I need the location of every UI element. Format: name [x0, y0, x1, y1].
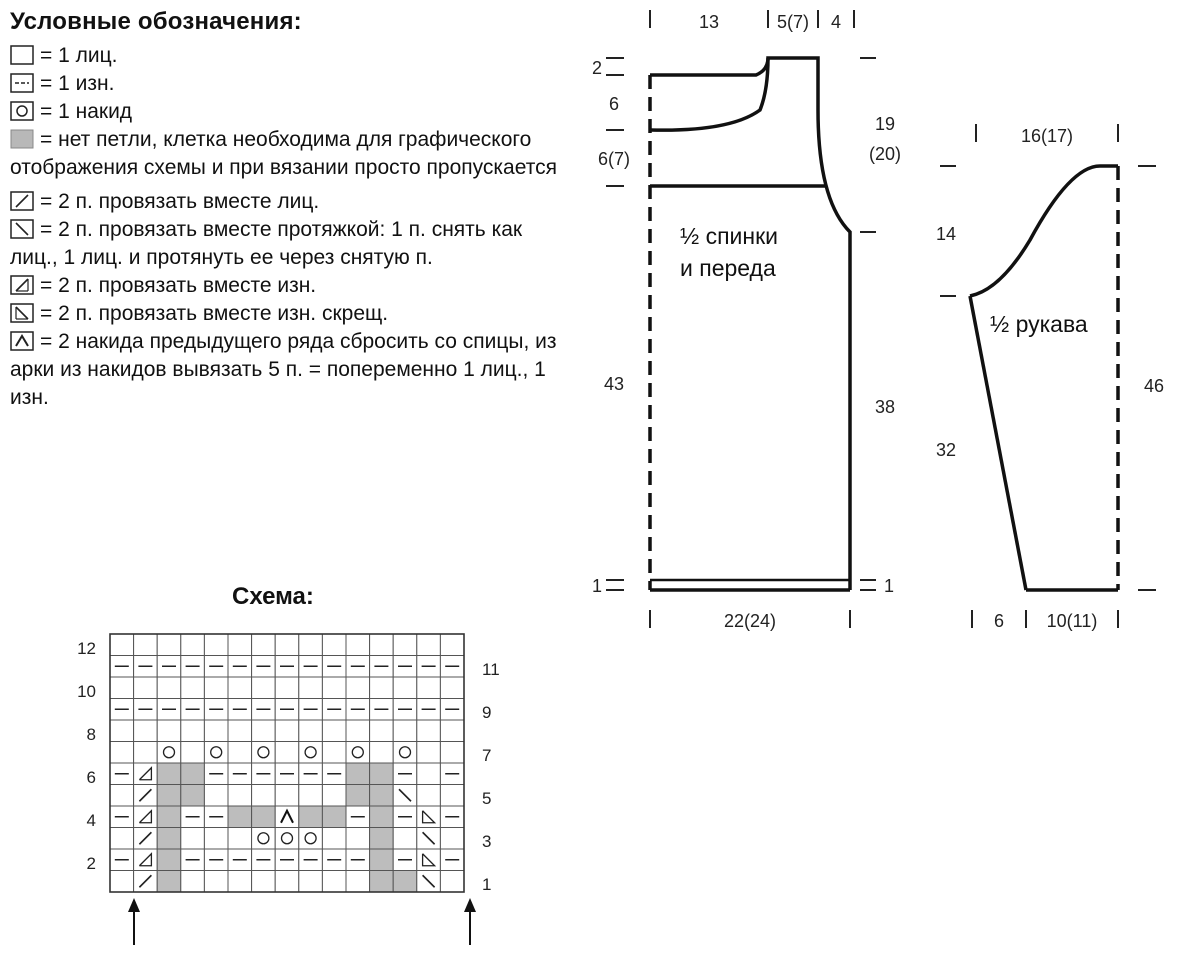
top-dimension-ticks: [650, 10, 854, 28]
chart-cell: [417, 720, 441, 742]
chart-cell: [322, 677, 346, 699]
chart-cell: [204, 785, 228, 807]
height-hem-right-label: 1: [884, 576, 895, 596]
chart-cell: [157, 720, 181, 742]
chart-cell: [299, 785, 323, 807]
chart-cell: [110, 720, 134, 742]
chart-cell: [370, 785, 394, 807]
chart-cell: [110, 742, 134, 764]
chart-cell: [370, 720, 394, 742]
chart-cell: [370, 828, 394, 850]
height-side-label: 38: [874, 397, 896, 417]
height-armhole-label: 19: [874, 114, 896, 134]
chart-cell: [157, 806, 181, 828]
chart-cell: [157, 634, 181, 656]
no-stitch-icon: [10, 128, 34, 150]
repeat-arrow-right-icon: [464, 898, 476, 945]
chart-cell: [370, 806, 394, 828]
chart-cell: [440, 634, 464, 656]
drop-yo-arch-icon: [10, 330, 34, 352]
chart-cell: [370, 763, 394, 785]
height-front-neck-label: 6(7): [597, 149, 631, 169]
chart-cell: [228, 871, 252, 893]
k2tog-icon: [10, 190, 34, 212]
chart-cell: [157, 742, 181, 764]
chart-cell: [181, 742, 205, 764]
repeat-arrow-left-icon: [128, 898, 140, 945]
ssk-icon: [10, 218, 34, 240]
sleeve-cap-height-label: 14: [935, 224, 957, 244]
chart-cell: [440, 742, 464, 764]
chart-cell: [417, 677, 441, 699]
chart-cell: [252, 677, 276, 699]
chart-cell: [346, 785, 370, 807]
chart-cell: [417, 785, 441, 807]
chart-cell: [134, 720, 158, 742]
chart-cell: [204, 742, 228, 764]
row-number-9: 9: [482, 703, 492, 722]
legend-title: Условные обозначения:: [10, 8, 302, 35]
left-row-numbers: [77, 639, 96, 873]
chart-cell: [440, 871, 464, 893]
right-row-numbers: [482, 660, 500, 894]
yarn-over-icon: [10, 100, 34, 122]
chart-cell: [299, 871, 323, 893]
width-body-label: 22(24): [723, 611, 777, 631]
chart-cell: [322, 871, 346, 893]
legend-item-ssk: [10, 216, 570, 272]
chart-cell: [346, 742, 370, 764]
chart-cell: [370, 871, 394, 893]
chart-cell: [393, 871, 417, 893]
chart-cell: [252, 828, 276, 850]
chart-cell: [157, 871, 181, 893]
chart-cell: [370, 849, 394, 871]
chart-cell: [275, 785, 299, 807]
chart-cell: [299, 677, 323, 699]
body-label-line1: ½ спинки: [680, 223, 778, 249]
chart-cell: [440, 785, 464, 807]
chart-cell: [157, 828, 181, 850]
chart-cell: [346, 720, 370, 742]
chart-cell: [322, 720, 346, 742]
chart-cell: [393, 720, 417, 742]
legend-item-p2tog: [10, 272, 570, 300]
legend-item-k2tog: [10, 188, 570, 216]
chart-cell: [322, 828, 346, 850]
chart-cell: [275, 677, 299, 699]
chart-cell: [322, 806, 346, 828]
chart-cell: [370, 742, 394, 764]
chart-cell: [204, 634, 228, 656]
sleeve-label: ½ рукава: [990, 311, 1088, 337]
chart-cell: [417, 634, 441, 656]
legend-item-purl: [10, 70, 570, 98]
sleeve-outline: [970, 166, 1118, 590]
chart-cell: [393, 742, 417, 764]
chart-cell: [275, 871, 299, 893]
chart-cell: [228, 677, 252, 699]
legend-text-ssk: = 2 п. провязать вместе протяжкой: 1 п. снять как лиц., 1 лиц. и протянуть ее через снятую п.: [10, 218, 523, 269]
chart-cell: [228, 785, 252, 807]
chart-cell: [134, 634, 158, 656]
chart-cell: [204, 720, 228, 742]
left-dimension-ticks: [603, 58, 625, 590]
chart-cell: [181, 785, 205, 807]
chart-cell: [228, 806, 252, 828]
chart-cell: [440, 720, 464, 742]
legend-text-p2tog-tbl: = 2 п. провязать вместе изн. скрещ.: [40, 302, 389, 325]
purl-stitch-icon: [10, 72, 34, 94]
row-number-10: 10: [77, 682, 96, 701]
chart-cell: [417, 742, 441, 764]
legend-text-knit: = 1 лиц.: [40, 44, 118, 67]
stitch-grid: [110, 634, 464, 892]
legend-item-drop-yo: [10, 328, 570, 412]
chart-cell: [134, 742, 158, 764]
chart-cell: [110, 785, 134, 807]
chart-cell: [157, 849, 181, 871]
chart-cell: [322, 634, 346, 656]
chart-cell: [299, 742, 323, 764]
legend-item-knit: [10, 42, 570, 70]
chart-cell: [110, 634, 134, 656]
legend-item-p2tog-tbl: [10, 300, 570, 328]
chart-cell: [275, 720, 299, 742]
chart-cell: [252, 785, 276, 807]
chart-cell: [346, 871, 370, 893]
sleeve-length-label: 32: [935, 440, 957, 460]
chart-cell: [181, 677, 205, 699]
chart-cell: [346, 763, 370, 785]
chart-cell: [322, 742, 346, 764]
sleeve-schematic: [880, 0, 1200, 640]
chart-cell: [393, 677, 417, 699]
chart-cell: [181, 763, 205, 785]
chart-cell: [346, 634, 370, 656]
chart-cell: [228, 720, 252, 742]
sleeve-total-height-label: 46: [1143, 376, 1165, 396]
height-back-neck-label: 6: [608, 94, 620, 114]
row-number-7: 7: [482, 746, 492, 765]
chart-cell: [204, 828, 228, 850]
row-number-1: 1: [482, 875, 492, 894]
legend-text-k2tog: = 2 п. провязать вместе лиц.: [40, 190, 320, 213]
right-dimension-ticks: [860, 58, 876, 590]
p2tog-icon: [10, 274, 34, 296]
legend-text-yarn-over: = 1 накид: [40, 100, 133, 123]
height-armhole-alt-label: (20): [868, 144, 902, 164]
chart-cell: [252, 742, 276, 764]
chart-cell: [228, 828, 252, 850]
knit-stitch-icon: [10, 44, 34, 66]
chart-cell: [275, 828, 299, 850]
chart-cell: [134, 677, 158, 699]
row-number-12: 12: [77, 639, 96, 658]
height-hem-left-label: 1: [591, 576, 602, 596]
sleeve-top-width-label: 16(17): [1020, 126, 1074, 146]
chart-cell: [370, 677, 394, 699]
row-number-6: 6: [86, 768, 96, 787]
chart-cell: [299, 720, 323, 742]
chart-cell: [228, 634, 252, 656]
chart-cell: [393, 828, 417, 850]
chart-cell: [440, 677, 464, 699]
p2tog-tbl-icon: [10, 302, 34, 324]
chart-cell: [346, 828, 370, 850]
legend: [10, 8, 570, 412]
height-shoulder-slope-label: 2: [591, 58, 602, 78]
chart-cell: [228, 742, 252, 764]
chart-cell: [157, 785, 181, 807]
legend-item-no-stitch: [10, 126, 570, 182]
row-number-11: 11: [482, 660, 500, 679]
row-number-3: 3: [482, 832, 492, 851]
chart-cell: [110, 828, 134, 850]
chart-cell: [370, 634, 394, 656]
body-outline: [650, 58, 850, 590]
chart-cell: [299, 828, 323, 850]
chart-cell: [440, 828, 464, 850]
chart-cell: [181, 871, 205, 893]
chart-cell: [157, 763, 181, 785]
chart-cell: [252, 871, 276, 893]
row-number-4: 4: [86, 811, 96, 830]
chart-cell: [252, 720, 276, 742]
legend-text-purl: = 1 изн.: [40, 72, 115, 95]
body-label-line2: и переда: [680, 255, 776, 281]
row-number-2: 2: [86, 854, 96, 873]
height-body-left-label: 43: [603, 374, 625, 394]
chart-cell: [346, 677, 370, 699]
chart-cell: [157, 677, 181, 699]
chart-cell: [204, 677, 228, 699]
chart-cell: [181, 828, 205, 850]
row-number-5: 5: [482, 789, 492, 808]
chart-cell: [110, 677, 134, 699]
chart-cell: [181, 634, 205, 656]
body-schematic: [580, 0, 902, 640]
row-number-8: 8: [86, 725, 96, 744]
legend-text-drop-yo: = 2 накида предыдущего ряда сбросить со спицы, из арки из накидов вывязать 5 п. = попеременно 1 лиц., 1 изн.: [10, 330, 557, 409]
sleeve-cuff-width-label: 10(11): [1046, 611, 1098, 631]
chart-cell: [417, 763, 441, 785]
width-armhole-label: 4: [830, 12, 842, 32]
width-neck-label: 13: [698, 12, 720, 32]
chart-cell: [322, 785, 346, 807]
legend-text-no-stitch: = нет петли, клетка необходима для графического отображения схемы и при вязании просто пропускается: [10, 128, 557, 179]
chart-cell: [275, 742, 299, 764]
stitch-chart: [60, 620, 580, 960]
chart-cell: [299, 806, 323, 828]
chart-cell: [299, 634, 323, 656]
chart-cell: [204, 871, 228, 893]
chart-cell: [275, 634, 299, 656]
sleeve-offset-width-label: 6: [993, 611, 1005, 631]
chart-cell: [393, 634, 417, 656]
chart-title: Схема:: [232, 583, 314, 610]
legend-item-yarn-over: [10, 98, 570, 126]
chart-cell: [252, 634, 276, 656]
legend-text-p2tog: = 2 п. провязать вместе изн.: [40, 274, 317, 297]
width-shoulder-label: 5(7): [776, 12, 810, 32]
chart-cell: [181, 720, 205, 742]
chart-cell: [110, 871, 134, 893]
chart-cell: [252, 806, 276, 828]
